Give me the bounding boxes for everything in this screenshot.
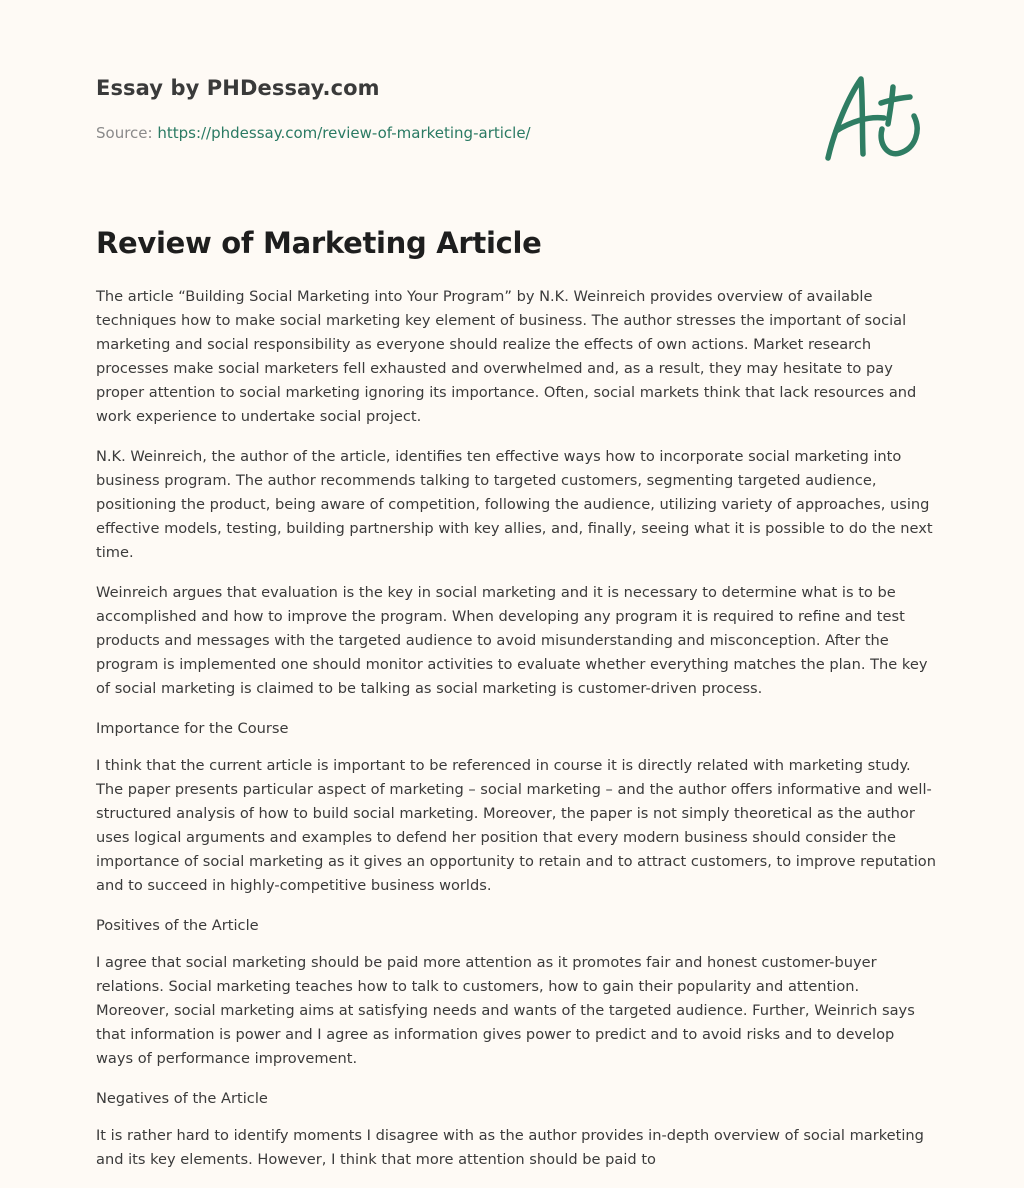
section-heading: Importance for the Course <box>96 720 289 737</box>
source-label: Source: <box>96 124 158 142</box>
article-body <box>96 285 936 1188</box>
paragraph: N.K. Weinreich, the author of the article, identifies ten effective ways how to incorporate social marketing into business program. The author recommends talking to targeted customers, segmenting targeted audience, positioning the product, being aware of competition, following the audience, utilizing variety of approaches, using effective models, testing, building partnership with key allies, and, finally, seeing what it is possible to do the next time. <box>96 448 933 561</box>
site-title: Essay by PHDessay.com <box>96 76 380 100</box>
source-link[interactable]: https://phdessay.com/review-of-marketing-article/ <box>157 124 531 142</box>
paragraph: It is rather hard to identify moments I disagree with as the author provides in-depth overview of social marketing and its key elements. However, I think that more attention should be paid to <box>96 1127 924 1168</box>
paragraph: The article “Building Social Marketing into Your Program” by N.K. Weinreich provides overview of available techniques how to make social marketing key element of business. The author stresses the important of social marketing and social responsibility as everyone should realize the effects of own actions. Market research processes make social marketers fell exhausted and overwhelmed and, as a result, they may hesitate to pay proper attention to social marketing ignoring its importance. Often, social markets think that lack resources and work experience to undertake social project. <box>96 288 917 425</box>
source-line <box>96 124 531 142</box>
paragraph: Weinreich argues that evaluation is the key in social marketing and it is necessary to determine what is to be accomplished and how to improve the program. When developing any program it is required to refine and test products and messages with the targeted audience to avoid misunderstanding and misconception. After the program is implemented one should monitor activities to evaluate whether everything matches the plan. The key of social marketing is claimed to be talking as social marketing is customer-driven process. <box>96 584 928 697</box>
section-heading: Positives of the Article <box>96 917 259 934</box>
article-title: Review of Marketing Article <box>96 226 542 260</box>
paragraph: I think that the current article is important to be referenced in course it is directly related with marketing study. The paper presents particular aspect of marketing – social marketing – and the author offers informative and well-structured analysis of how to build social marketing. Moreover, the paper is not simply theoretical as the author uses logical arguments and examples to defend her position that every modern business should consider the importance of social marketing as it gives an opportunity to retain and to attract customers, to improve reputation and to succeed in highly-competitive business worlds. <box>96 757 936 894</box>
section-heading: Negatives of the Article <box>96 1090 268 1107</box>
paragraph: I agree that social marketing should be paid more attention as it promotes fair and honest customer-buyer relations. Social marketing teaches how to talk to customers, how to gain their popularity and attention. Moreover, social marketing aims at satisfying needs and wants of the targeted audience. Further, Weinrich says that information is power and I agree as information gives power to predict and to avoid risks and to develop ways of performance improvement. <box>96 954 915 1067</box>
a-plus-icon <box>818 66 930 166</box>
